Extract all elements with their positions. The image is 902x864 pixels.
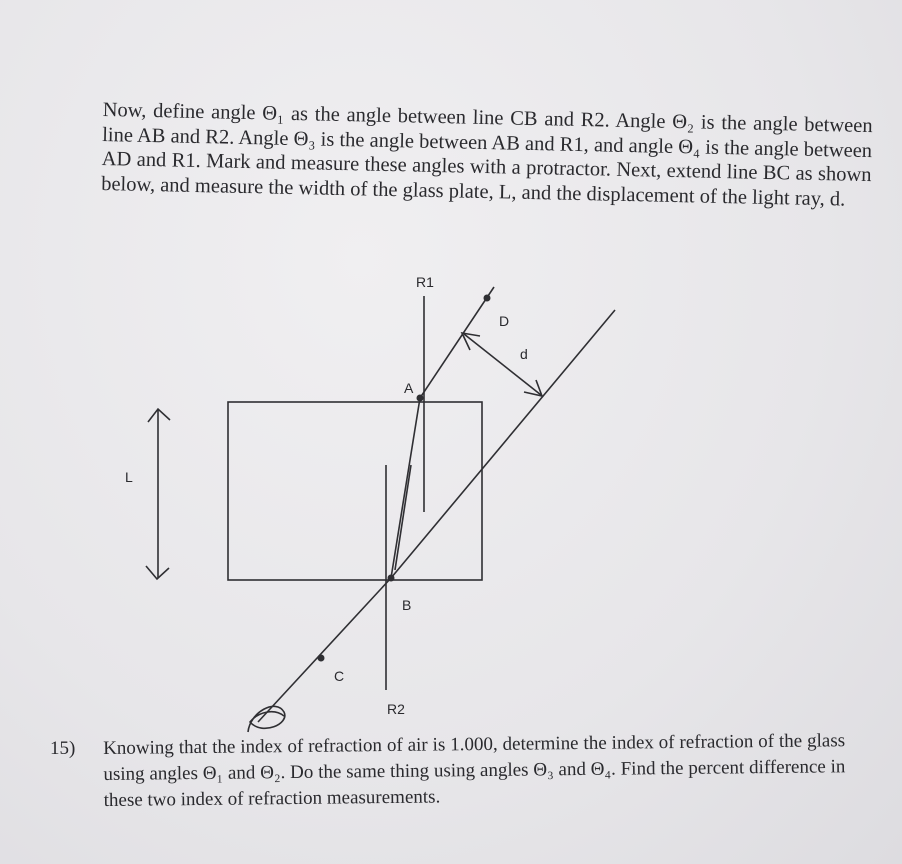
label-a: A xyxy=(404,380,414,396)
refracted-ray-ab xyxy=(391,398,420,578)
point-b xyxy=(388,575,395,582)
label-d-lower: d xyxy=(520,346,528,362)
displacement-arrow xyxy=(464,334,541,395)
light-source-scribble xyxy=(248,706,285,732)
ray-cb xyxy=(258,578,391,722)
question-text: Knowing that the index of refraction of air is 1.000, determine the index of refraction of the glass using angles Θ₁ and Θ₂. Do the same thing using angles Θ₃ and Θ₄. Find the percent difference in these two index of refraction measurements. xyxy=(103,730,846,811)
label-r2: R2 xyxy=(387,701,405,717)
label-r1: R1 xyxy=(416,274,434,290)
question-number: 15) xyxy=(50,738,76,759)
width-arrowhead-top xyxy=(148,409,170,422)
point-a xyxy=(417,395,424,402)
label-d-upper: D xyxy=(499,313,510,329)
label-c: C xyxy=(334,668,345,684)
intro-paragraph: Now, define angle Θ₁ as the angle between line CB and R2. Angle Θ₂ is the angle between line AB and R2. Angle Θ₃ is the angle between AB and R1, and angle Θ₄ is the angle between AD and R1. Mark and measure these angles with a protractor. Next, extend line BC as shown below, and measure the width of the glass plate, L, and the displacement of the light ray, d. xyxy=(100,98,873,211)
glass-plate xyxy=(228,402,482,580)
point-d xyxy=(484,295,491,302)
label-b: B xyxy=(402,597,412,613)
refracted-ray-trace xyxy=(395,465,411,570)
label-l: L xyxy=(125,469,133,485)
point-c xyxy=(318,655,325,662)
ray-ad xyxy=(420,287,494,398)
